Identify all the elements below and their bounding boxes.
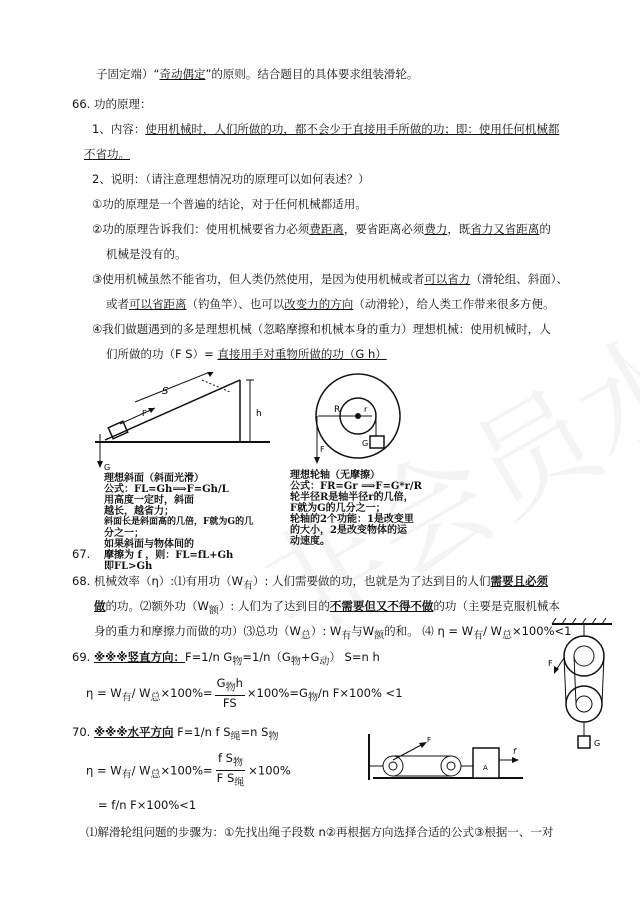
incline-label-s: S — [162, 386, 169, 397]
horizontal-pulley-label-f: f — [513, 747, 516, 756]
section-69-line-1: 69. ※※※竖直方向：F=1/n $G_物=1/n(G_物+G_动)$ S=n h — [72, 650, 380, 668]
incline-label-f: F — [142, 409, 147, 418]
horizontal-pulley-label-a: A — [483, 764, 488, 772]
text-line-content: 1、内容：使用机械时，人们所做的功，都不会少于直接用手所做的功；即：使用任何机械都 — [92, 122, 560, 136]
horizontal-pulley-label-f-rope: F — [427, 736, 432, 744]
wheel-label-r-big: R — [334, 405, 341, 415]
section-67-heading: 67. — [72, 547, 91, 561]
text-line-point-3: ③使用机械虽然不能省功，但人类仍然使用，是因为使用机械或者可以省力（滑轮组、斜面）、 — [92, 272, 569, 286]
wheel-label-g: G — [362, 439, 369, 448]
vertical-pulley-label-g: G — [594, 739, 601, 748]
section-68-line-3: 身的重力和摩擦力而做的功）⑶总功$(W_总)$: $W_有$与$W_额$的和。 ⑷ $\eta = W_有/$ $W_总\times 100\%<1$ — [94, 624, 572, 642]
text-line-content-2: 不省功。 — [84, 147, 130, 161]
section-68-line-1: 68. 机械效率（η）:⑴有用功$(W_有)$: 人们需要做的功，也就是为了达到目的人们需要且必须 — [72, 574, 549, 592]
text-line-point-4b: 们所做的功（F S）= 直接用手对重物所做的功（G h） — [106, 347, 387, 361]
text-line-point-3b: 或者可以省距离（钓鱼竿）、也可以改变力的方向（动滑轮），给人类工作带来很多方便。 — [106, 297, 555, 311]
fraction-vertical: $\frac{G_物h}{FS}$ — [216, 676, 243, 711]
wheel-axle-caption: 理想轮轴（无摩擦） 公式：FR=Gr ⟹F=G*r/R 轮半径R是轴半径r的几倍， F就为G的几分之一； 轮轴的2个功能：1是改变里 的大小，2是改变物体的运 动速度。 — [290, 470, 422, 547]
incline-label-g: G — [104, 463, 111, 472]
wheel-axle-diagram — [310, 372, 410, 467]
text-line-1: 子固定端）“奇动偶定”的原则。结合题目的具体要求组装滑轮。 — [96, 67, 419, 81]
incline-diagram — [90, 372, 280, 472]
text-line-point-2: ②功的原理告诉我们：使用机械要省力必须费距离，要省距离必须费力，既省力又省距离的 — [92, 222, 551, 236]
section-70-efficiency: $\eta = W_有/$ $W_总\times 100\%=$ $\frac{f S_物}{F S_绳}$ ×100% — [86, 751, 291, 789]
text-line-point-4: ④我们做题遇到的多是理想机械（忽略摩擦和机械本身的重力）理想机械：使用机械时，人 — [92, 322, 551, 336]
section-70-line-1: 70. ※※※水平方向 F=1/n f $S_绳=n$ $S_物$ — [72, 725, 279, 743]
fraction-horizontal: $\frac{f S_物}{F S_绳}$ — [216, 751, 245, 789]
underlined-term: 奇动偶定 — [159, 67, 206, 81]
section-70-steps: ⑴解滑轮组问题的步骤为：①先找出绳子段数 n②再根据方向选择合适的公式③根据一、一对 — [86, 825, 554, 839]
vertical-pulley-diagram — [548, 618, 620, 758]
incline-label-h: h — [256, 409, 262, 419]
section-68-line-2: 做的功。⑵额外功$(W_额)$: 人们为了达到目的不需要但又不得不做的功（主要是克服机械本 — [94, 599, 560, 617]
wheel-label-r-small: r — [364, 405, 368, 414]
text-line-point-2b: 机械是没有的。 — [106, 247, 187, 261]
incline-caption: 理想斜面（斜面光滑） 公式：FL=Gh⟹F=Gh/L 用高度一定时，斜面 越长，越省力； 斜面长是斜面高的几倍，F就为G的几 分之一； 如果斜面与物体间的 摩擦为 f ，则：FL=fL+Gh 即FL>Gh — [104, 473, 254, 572]
wheel-label-f: F — [320, 445, 325, 454]
vertical-pulley-label-f: F — [548, 659, 553, 668]
section-69-efficiency: $\eta = W_有/$ $W_总\times 100\%=$ $\frac{G_物h}{FS}$ $\times 100\%=G_物/n$ F×100% <1 — [86, 676, 403, 711]
section-70-result: = f/n F×100%<1 — [98, 798, 197, 812]
horizontal-pulley-diagram — [365, 730, 525, 786]
text-line-explain: 2、说明：（请注意理想情况功的原理可以如何表述？） — [92, 172, 370, 186]
section-66-heading: 66. 功的原理： — [72, 97, 152, 111]
text-line-point-1: ①功的原理是一个普遍的结论，对于任何机械都适用。 — [92, 197, 367, 211]
